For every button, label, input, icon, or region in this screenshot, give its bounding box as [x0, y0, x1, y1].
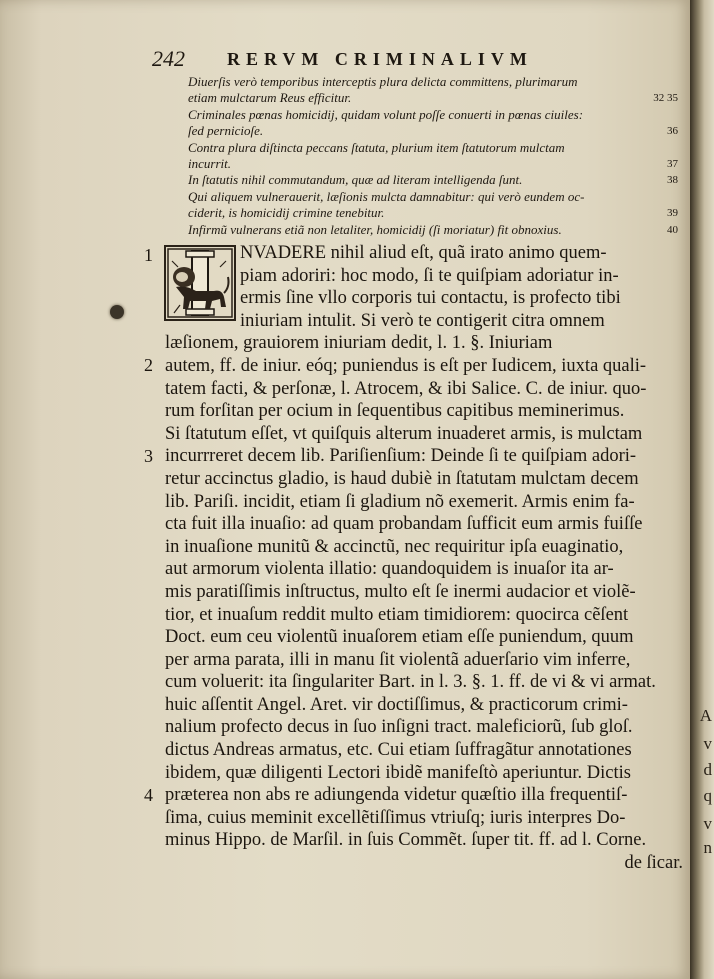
summary-text: ſed pernicioſe. [188, 123, 264, 139]
text-line: Doct. eum ceu violentũ inuaſorem etiam eſſe puniendum, quum [165, 627, 634, 648]
summary-text: Diuerſis verò temporibus interceptis plura delicta committens, plurimarum [188, 74, 578, 89]
summary-row [188, 140, 680, 156]
text-line: tatem facti, & perſonæ, l. Atrocem, & ibi Salice. C. de iniur. quo- [165, 378, 647, 399]
summary-row [188, 156, 680, 172]
summary-text: Infirmũ vulnerans etiã non letaliter, homicidij (ſi moriatur) fit obnoxius. [188, 221, 562, 237]
text-line: præterea non abs re adiungenda videtur quæſtio illa frequentiſ- [165, 785, 628, 806]
running-header [152, 46, 682, 70]
marginal-number: 1 [144, 245, 153, 265]
summary-text: etiam mulctarum Reus efficitur. [188, 90, 352, 106]
facing-edge-glyph: v [703, 734, 712, 753]
facing-edge-glyph: q [703, 786, 712, 805]
summary-ref: 32 35 [653, 92, 678, 105]
summary-row [188, 107, 680, 123]
running-title: RERVM CRIMINALIVM [227, 49, 533, 69]
body-text [165, 242, 683, 875]
text-line: minus Hippo. de Marſil. in ſuis Commẽt. ſuper tit. ff. ad l. Corne. [165, 830, 647, 851]
summary-text: In ſtatutis nihil commutandum, quæ ad literam intelligenda ſunt. [188, 172, 523, 188]
summary-row [188, 90, 680, 106]
text-line: lib. Pariſi. incidit, etiam ſi gladium nõ exemerit. Armis enim fa- [165, 491, 635, 512]
page-number: 242 [152, 46, 185, 71]
facing-edge-glyph: d [703, 760, 712, 779]
text-line: retur accinctus gladio, is haud dubiè in ſtatutam mulctam decem [165, 468, 639, 489]
text-line: læſionem, grauiorem iniuriam dedit, l. 1. §. Iniuriam [165, 333, 553, 354]
text-line: tior, et inuaſum reddit multo etiam timidiorem: quocirca cẽſent [165, 604, 629, 625]
text-line: ibidem, quæ diligenti Lectori ibidẽ manifeſtò aperiuntur. Dictis [165, 762, 631, 783]
text-line: piam adoriri: hoc modo, ſi te quiſpiam adoriatur in- [240, 265, 619, 286]
summary-text: Qui aliquem vulnerauerit, læſionis mulcta damnabitur: qui verò eundem oc- [188, 188, 585, 204]
summary-row [188, 74, 680, 90]
text-line: cum voluerit: ita ſingulariter Bart. in l. 3. §. 1. ff. de vi & vi armat. [165, 672, 656, 693]
summary-text: Contra plura diſtincta peccans ſtatuta, plurium item ſtatutorum mulctam [188, 139, 565, 155]
text-line: huic aſſentit Angel. Aret. vir doctiſſimus, & practicorum crimi- [165, 694, 628, 715]
text-line: incurrreret decem lib. Pariſienſium: Deinde ſi te quiſpiam adori- [165, 446, 637, 467]
facing-edge-glyph: A [699, 706, 712, 725]
summary-text: Criminales pœnas homicidij, quidam volunt poſſe conuerti in pœnas ciuiles: [188, 106, 584, 122]
binding-hole [110, 305, 124, 319]
summary-ref: 36 [667, 125, 678, 138]
summary-list [188, 74, 680, 238]
summary-text: incurrit. [188, 156, 231, 172]
marginal-number: 2 [144, 355, 153, 375]
marginal-number: 3 [144, 446, 153, 466]
summary-row [188, 205, 680, 221]
summary-row [188, 222, 680, 238]
text-line: iniuriam intulit. Si verò te contigerit citra omnem [240, 310, 605, 331]
text-line: mis paratiſſimis inſtructus, multo eſt ſe inermi audacior et violẽ- [165, 581, 636, 602]
text-line: dictus Andreas armatus, etc. Cui etiam ſuffragãtur annotationes [165, 740, 632, 761]
facing-edge-glyph: v [703, 814, 712, 833]
text-line: autem, ff. de iniur. eóq; puniendus is eſt per Iudicem, iuxta quali- [165, 355, 647, 376]
summary-row [188, 189, 680, 205]
text-line: rum forſitan per ocium in ſequentibus capitibus meminerimus. [165, 401, 625, 422]
text-line: ſima, cuius meminit excellẽtiſſimus vtriuſq; iuris interpres Do- [165, 807, 626, 828]
marginal-number: 4 [144, 785, 153, 805]
text-line: in inuaſione munitũ & accinctũ, nec requiritur ipſa euaginatio, [165, 536, 624, 557]
text-line: cta fuit illa inuaſio: ad quam probandam ſufficit eum armis fuiſſe [165, 514, 643, 535]
text-line: de ſicar. [624, 853, 683, 874]
text-line: aut armorum violenta illatio: quandoquidem is inuaſor ita ar- [165, 559, 614, 580]
summary-text: ciderit, is homicidij crimine tenebitur. [188, 205, 385, 221]
summary-ref: 40 [667, 223, 678, 236]
summary-ref: 39 [667, 207, 678, 220]
summary-row [188, 172, 680, 188]
text-line: ermis ſine vllo corporis tui contactu, is profecto tibi [240, 288, 621, 309]
text-line: NVADERE nihil aliud eſt, quã irato animo quem- [240, 243, 607, 263]
summary-ref: 37 [667, 158, 678, 171]
facing-page-edge [690, 0, 714, 979]
summary-ref: 38 [667, 174, 678, 187]
facing-edge-glyph: n [703, 838, 712, 857]
summary-row [188, 123, 680, 139]
text-line: Si ſtatutum eſſet, vt quiſquis alterum inuaderet armis, is mulctam [165, 423, 643, 444]
text-line: nalium profecto decus in ſuo inſigni tract. maleficiorũ, ſub gloſ. [165, 717, 633, 738]
text-line: per arma parata, illi in manu ſit violentã aduerſario vim inferre, [165, 649, 631, 670]
